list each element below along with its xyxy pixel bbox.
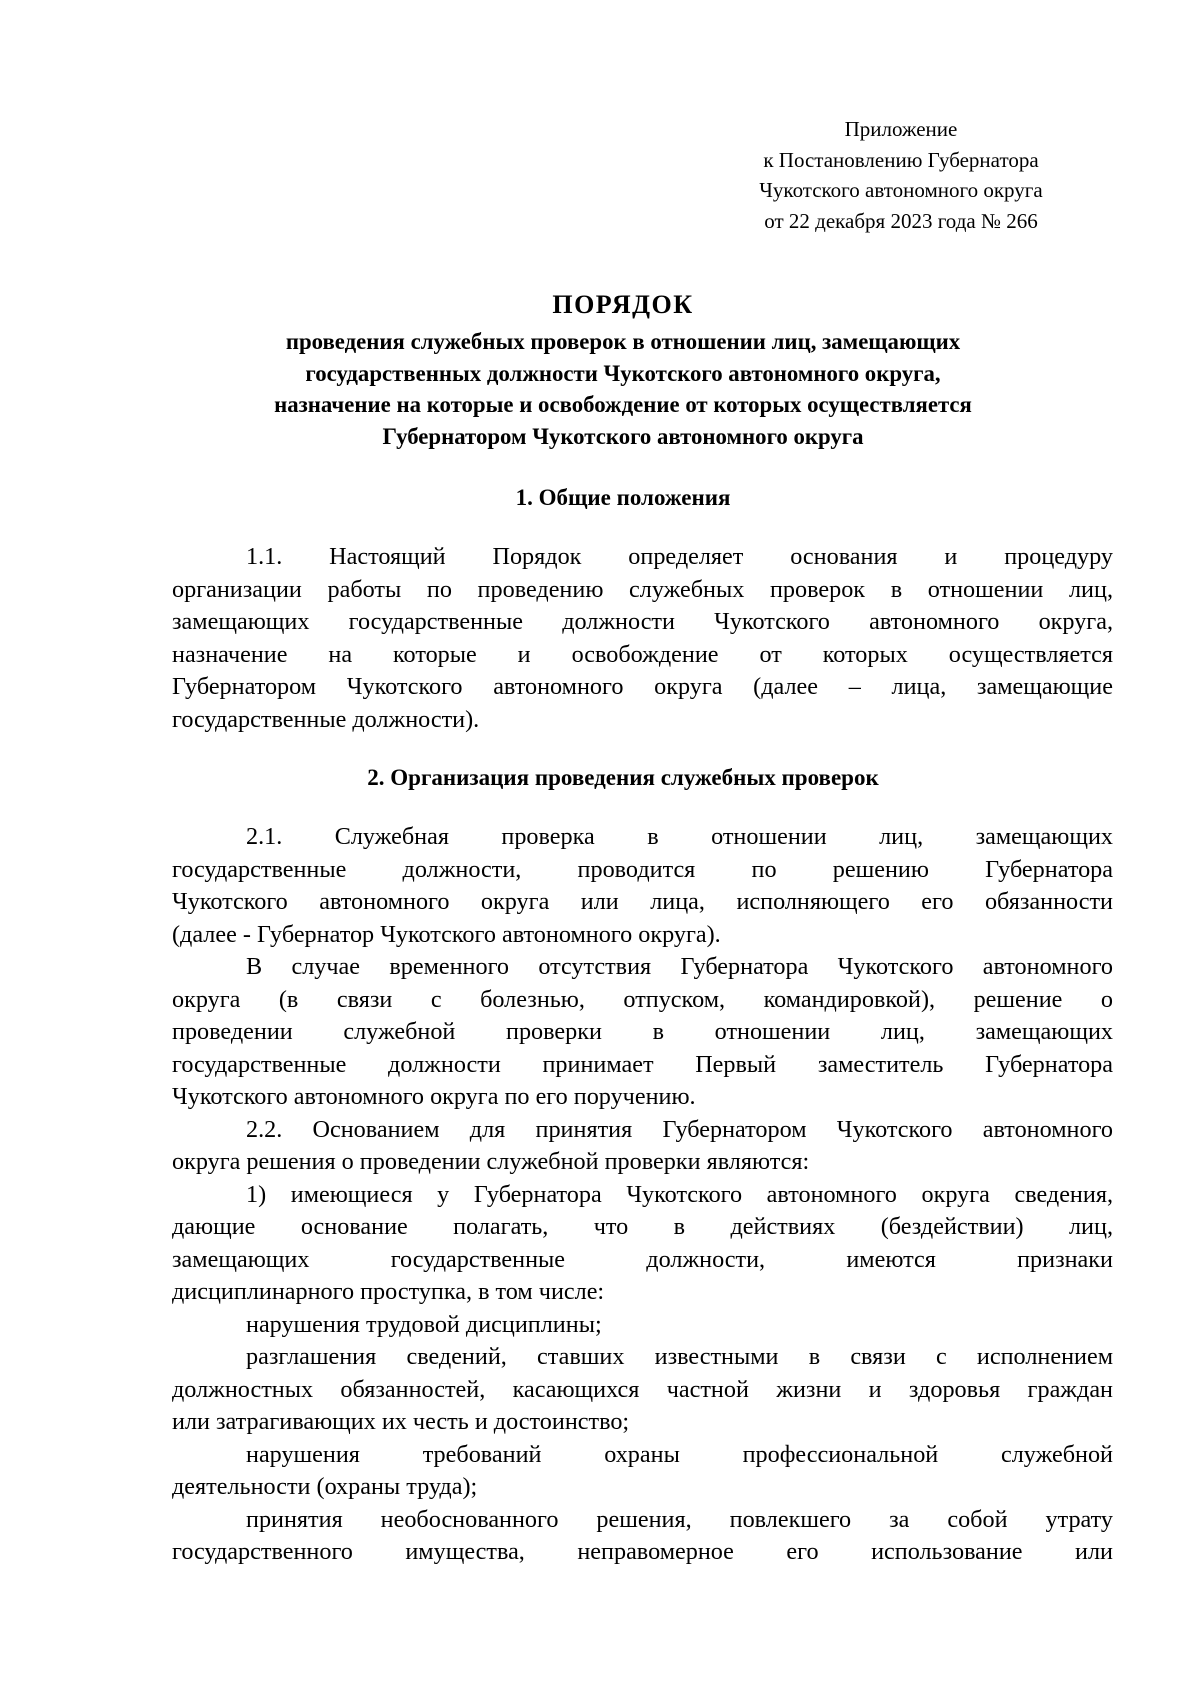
paragraph-line: государственные должности). <box>172 705 480 733</box>
section-heading-organization: 2. Организация проведения служебных проверок <box>367 765 879 790</box>
paragraph-line: округа (в связи с болезнью, отпуском, командировкой), решение о <box>172 985 1113 1013</box>
section-2-body <box>172 821 1113 1569</box>
paragraph-line: 1) имеющиеся у Губернатора Чукотского автономного округа сведения, <box>246 1180 1113 1208</box>
paragraph-line: округа решения о проведении служебной проверки являются: <box>172 1148 810 1175</box>
paragraph-line: замещающих государственные должности, имеются признаки <box>172 1245 1113 1273</box>
paragraph-line: дисциплинарного проступка, в том числе: <box>172 1278 605 1305</box>
appendix-line: к Постановлению Губернатора <box>763 147 1039 172</box>
appendix-line: Приложение <box>844 117 958 141</box>
paragraph-line: разглашения сведений, ставших известными в связи с исполнением <box>246 1343 1113 1370</box>
appendix-block <box>736 114 1066 236</box>
appendix-line: Чукотского автономного округа <box>759 178 1043 202</box>
section-heading-general-provisions: 1. Общие положения <box>515 485 731 510</box>
paragraph-line: организации работы по проведению служебных проверок в отношении лиц, <box>172 575 1113 603</box>
paragraph-line: нарушения требований охраны профессиональной служебной <box>246 1440 1113 1468</box>
paragraph-line: государственные должности принимает Первый заместитель Губернатора <box>172 1050 1113 1078</box>
paragraph-line: должностных обязанностей, касающихся частной жизни и здоровья граждан <box>172 1375 1113 1403</box>
paragraph-line: государственные должности, проводится по решению Губернатора <box>172 855 1113 883</box>
paragraph-line: замещающих государственные должности Чукотского автономного округа, <box>172 608 1113 635</box>
paragraph-line: 2.2. Основанием для принятия Губернатором Чукотского автономного <box>246 1115 1113 1143</box>
paragraph-line: или затрагивающих их честь и достоинство; <box>172 1408 630 1435</box>
subtitle-line: проведения служебных проверок в отношении лиц, замещающих <box>285 329 961 354</box>
paragraph-line: 1.1. Настоящий Порядок определяет основания и процедуру <box>246 543 1113 570</box>
subtitle-line: назначение на которые и освобождение от которых осуществляется <box>274 392 972 417</box>
paragraph-line: деятельности (охраны труда); <box>172 1473 478 1500</box>
document-title: ПОРЯДОК <box>552 290 694 319</box>
subtitle-line: государственных должности Чукотского автономного округа, <box>305 360 941 386</box>
paragraph-line: дающие основание полагать, что в действиях (бездействии) лиц, <box>172 1213 1113 1240</box>
paragraph-line: В случае временного отсутствия Губернатора Чукотского автономного <box>246 953 1113 980</box>
paragraph-line: принятия необоснованного решения, повлекшего за собой утрату <box>246 1505 1113 1533</box>
section-1-body <box>172 541 1113 736</box>
paragraph-line: нарушения трудовой дисциплины; <box>246 1310 602 1338</box>
document-subtitle <box>160 326 1086 452</box>
appendix-line: от 22 декабря 2023 года № 266 <box>764 208 1038 233</box>
paragraph-line: назначение на которые и освобождение от которых осуществляется <box>172 640 1113 668</box>
paragraph-line: Чукотского автономного округа или лица, исполняющего его обязанности <box>172 888 1113 915</box>
subtitle-line: Губернатором Чукотского автономного округа <box>382 423 864 449</box>
paragraph-line: Губернатором Чукотского автономного округа (далее – лица, замещающие <box>172 673 1113 700</box>
paragraph-line: 2.1. Служебная проверка в отношении лиц, замещающих <box>246 823 1113 850</box>
paragraph-line: государственного имущества, неправомерное его использование или <box>172 1538 1113 1565</box>
paragraph-line: проведении служебной проверки в отношении лиц, замещающих <box>172 1018 1113 1045</box>
paragraph-line: Чукотского автономного округа по его поручению. <box>172 1083 696 1110</box>
paragraph-line: (далее - Губернатор Чукотского автономного округа). <box>172 920 721 948</box>
